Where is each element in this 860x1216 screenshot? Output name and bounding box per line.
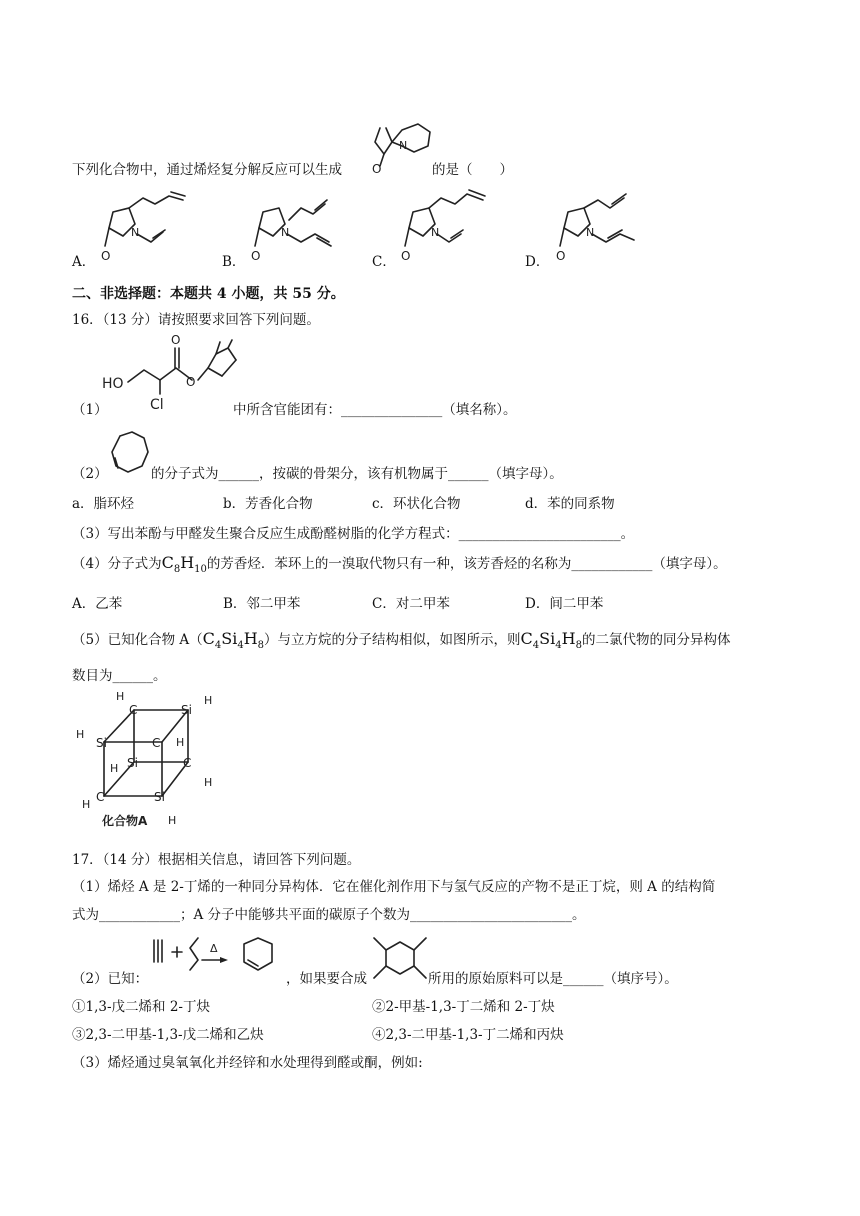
c8h10-formula: $C_8H_{10}$ — [161, 553, 207, 576]
svg-text:O: O — [101, 249, 111, 263]
q17-p2-number: （2）已知： — [72, 971, 149, 987]
svg-text:N: N — [431, 226, 440, 239]
q16-p4-line: （4）分子式为$C_8H_{10}$的芳香烃．苯环上的一溴取代物只有一种，该芳香烃的名称为____________（填字母）。 — [72, 553, 727, 576]
svg-text:HO: HO — [102, 376, 124, 392]
q16-p5-line1: （5）已知化合物 $A(C_4Si_4H_8)$与立方烷的分子结构相似，如图所示，则$C_4Si_4H_8$的二氯代物的同分异构体 — [72, 629, 731, 652]
q15-option-c-label: C． — [372, 254, 396, 270]
q17-p2-option-3: ③2,3-二甲基-1,3-戊二烯和乙炔 — [72, 1027, 264, 1043]
svg-text:H: H — [82, 798, 91, 811]
svg-text:Si: Si — [96, 736, 107, 750]
q16-p1-number: （1） — [72, 402, 108, 418]
c4si4h8-formula-2: $C_4Si_4H_8$ — [520, 629, 582, 652]
section-2-heading: 二、非选择题：本题共 4 小题，共 55 分。 — [72, 286, 345, 302]
svg-text:C: C — [129, 703, 138, 717]
svg-text:Cl: Cl — [150, 397, 164, 413]
q17-p2-option-2: ②2-甲基-1,3-丁二烯和 2-丁炔 — [372, 999, 555, 1015]
svg-text:H: H — [204, 694, 213, 707]
svg-text:O: O — [251, 249, 261, 263]
q16-p4-option-c: C．对二甲苯 — [372, 596, 450, 612]
q15-option-b-label: B． — [222, 254, 246, 270]
compound-a-caption: 化合物A — [102, 814, 148, 828]
svg-text:O: O — [186, 375, 196, 389]
c4si4h8-formula: $C_4Si_4H_8$ — [202, 629, 265, 652]
svg-text:H: H — [116, 690, 125, 703]
q17-title: 17．（14 分）根据相关信息，请回答下列问题。 — [72, 852, 361, 868]
q17-p1-line2: 式为____________；A 分子中能够共平面的碳原子个数为________________________。 — [72, 907, 586, 923]
q16-p2-cycloheptene — [106, 428, 156, 480]
q16-p5-line2: 数目为______。 — [72, 668, 167, 684]
q16-p2-option-a: a．脂环烃 — [72, 496, 135, 512]
q15-option-a-structure — [95, 190, 190, 265]
svg-text:H: H — [110, 762, 119, 775]
q17-p2-option-4: ④2,3-二甲基-1,3-丁二烯和丙炔 — [372, 1027, 564, 1043]
q15-option-b-structure — [245, 190, 340, 265]
svg-text:Si: Si — [154, 790, 165, 804]
svg-text:H: H — [176, 736, 185, 749]
q16-p2-option-d: d．苯的同系物 — [525, 496, 615, 512]
atom-o-label: O — [372, 162, 382, 176]
q16-p1-text: 中所含官能团有：_______________（填名称）。 — [233, 402, 517, 418]
q16-p1-structure — [100, 332, 240, 412]
svg-text:Si: Si — [127, 756, 138, 770]
q15-option-d-structure — [550, 190, 650, 265]
q16-p2-number: （2） — [72, 466, 108, 482]
svg-text:H: H — [168, 814, 177, 827]
q16-p3-text: （3）写出苯酚与甲醛发生聚合反应生成酚醛树脂的化学方程式：________________________。 — [72, 526, 635, 542]
q15-option-d-label: D． — [525, 254, 550, 270]
q17-p2-mid: ，如果要合成 — [286, 971, 367, 987]
q16-p4-option-b: B．邻二甲苯 — [223, 596, 301, 612]
heat-label: Δ — [210, 942, 218, 955]
q16-p4-option-d: D．间二甲苯 — [525, 596, 604, 612]
svg-text:H: H — [76, 728, 85, 741]
q16-p2-option-b: b．芳香化合物 — [223, 496, 313, 512]
q15-option-c-structure — [395, 190, 495, 265]
q15-stem-suffix: 的是（ ） — [432, 162, 513, 178]
q16-p4-option-a: A．乙苯 — [72, 596, 123, 612]
q15-option-a-label: A． — [72, 254, 96, 270]
q16-p2-option-c: c．环状化合物 — [372, 496, 461, 512]
svg-text:N: N — [131, 226, 140, 239]
svg-text:C: C — [96, 790, 105, 804]
svg-text:O: O — [556, 249, 566, 263]
q16-p2-text: 的分子式为______，按碳的骨架分，该有机物属于______（填字母）。 — [151, 466, 563, 482]
q17-p2-option-1: ①1,3-戊二烯和 2-丁炔 — [72, 999, 210, 1015]
svg-text:Si: Si — [181, 703, 192, 717]
compound-a-cube-diagram — [72, 690, 232, 830]
q17-p1-line1: （1）烯烃 A 是 2-丁烯的一种同分异构体．它在催化剂作用下与氢气反应的产物不是正丁烷，则 A 的结构简 — [72, 879, 716, 895]
q15-stem-prefix: 下列化合物中，通过烯烃复分解反应可以生成 — [72, 162, 342, 178]
svg-text:C: C — [152, 736, 161, 750]
svg-text:C: C — [183, 756, 192, 770]
atom-n-label: N — [399, 139, 408, 152]
svg-text:H: H — [204, 776, 213, 789]
q16-title: 16．（13 分）请按照要求回答下列问题。 — [72, 312, 320, 328]
q15-target-structure — [370, 102, 440, 182]
svg-text:O: O — [401, 249, 411, 263]
diels-alder-reaction-scheme — [140, 932, 290, 992]
svg-text:O: O — [171, 333, 181, 347]
q17-p3-text: （3）烯烃通过臭氧氧化并经锌和水处理得到醛或酮，例如: — [72, 1055, 423, 1071]
svg-text:N: N — [281, 226, 290, 239]
svg-text:N: N — [586, 226, 595, 239]
q17-p2-suffix: 所用的原始原料可以是______（填序号）。 — [428, 971, 678, 987]
